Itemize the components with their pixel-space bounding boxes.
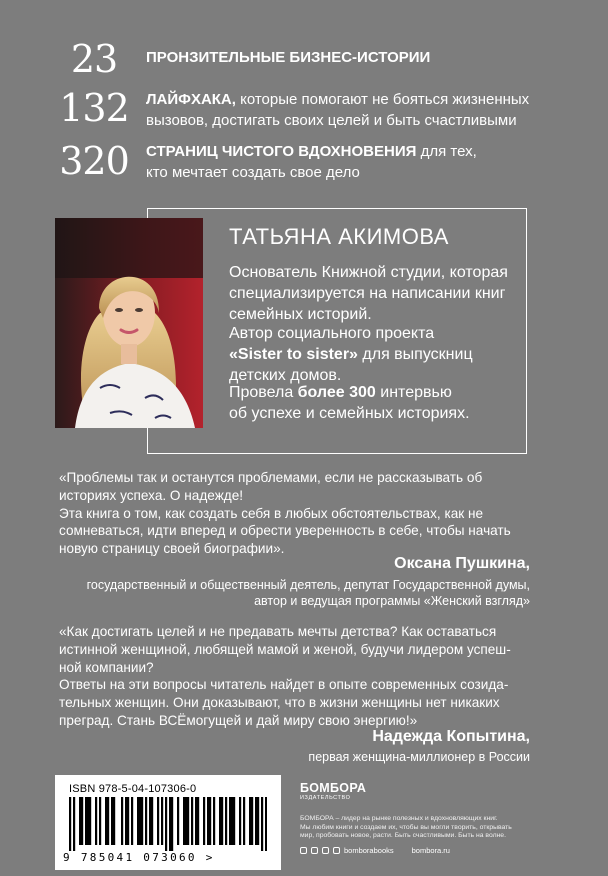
author-bio-2 xyxy=(229,323,473,386)
author-bio-1-line-1: Основатель Книжной студии, которая xyxy=(229,264,508,281)
publisher-description-line: мир, пробовать новое, расти. Быть счастливыми. Быть на волне. xyxy=(300,832,506,840)
barcode-bar xyxy=(105,797,107,845)
stat-text-2 xyxy=(146,89,529,131)
publisher-logo-sub: ИЗДАТЕЛЬСТВО xyxy=(300,795,351,801)
barcode-bar xyxy=(243,797,245,845)
publisher-logo-text: БОМБОРА xyxy=(300,781,367,795)
quote-2-author: Надежда Копытина, xyxy=(372,728,530,745)
quote-2-line: тельных женщин. Они доказывают, что в жизни женщины нет никаких xyxy=(59,695,500,711)
barcode-bar xyxy=(207,797,209,845)
isbn-number: ISBN 978-5-04-107306-0 xyxy=(69,783,197,795)
barcode-bar xyxy=(261,797,263,851)
barcode-bar xyxy=(127,797,129,845)
barcode-bar xyxy=(107,797,109,845)
quote-1-line: сомневаться, идти вперед и обрести уверенность в себе, чтобы начать xyxy=(59,523,511,539)
instagram-icon xyxy=(322,847,329,854)
publisher-site: bombora.ru xyxy=(411,846,450,855)
barcode-bar xyxy=(213,797,215,845)
quote-1-role xyxy=(87,577,530,609)
barcode-bar xyxy=(257,797,259,845)
author-bio-3-rest: интервью xyxy=(375,384,452,401)
stat-rest-2: которые помогают не бояться жизненных xyxy=(235,91,530,108)
publisher-logo xyxy=(300,782,366,801)
author-bio-1-line-3: семейных историй. xyxy=(229,306,372,323)
barcode-bar xyxy=(255,797,257,845)
barcode-bar xyxy=(113,797,115,845)
barcode-bar xyxy=(185,797,187,845)
barcode-bar xyxy=(89,797,91,845)
barcode-bar xyxy=(87,797,89,845)
author-bio-3-line-2: об успехе и семейных историях. xyxy=(229,405,470,422)
barcode-bar xyxy=(233,797,235,845)
barcode-bar xyxy=(203,797,205,845)
stat-bold-1: ПРОНЗИТЕЛЬНЫЕ БИЗНЕС-ИСТОРИИ xyxy=(146,49,431,66)
barcode-bar xyxy=(183,797,185,845)
barcode-bar xyxy=(79,797,81,845)
author-bio-1-line-2: специализируется на написании книг xyxy=(229,285,506,302)
publisher-handle: bomborabooks xyxy=(344,846,394,855)
barcode-bar xyxy=(225,797,227,845)
barcode-bar xyxy=(219,797,221,845)
barcode-bar xyxy=(73,797,75,851)
barcode-bar xyxy=(95,797,97,845)
barcode-bar xyxy=(251,797,253,845)
barcode-bar xyxy=(139,797,141,845)
barcode-bar xyxy=(195,797,197,845)
stat-bold-3: СТРАНИЦ ЧИСТОГО ВДОХНОВЕНИЯ xyxy=(146,143,417,160)
ean-digits: 9 785041 073060 > xyxy=(63,851,215,864)
barcode-bar xyxy=(137,797,139,845)
quote-2-line: преград. Стань ВСЁмогущей и дай миру свою энергию!» xyxy=(59,712,418,728)
quote-2-line: Ответы на эти вопросы читатель найдет в опыте современных созида- xyxy=(59,677,509,693)
barcode-bar xyxy=(187,797,189,845)
stat-text-3 xyxy=(146,141,477,183)
author-bio-2-line-1: Автор социального проекта xyxy=(229,325,435,342)
barcode-bar xyxy=(131,797,133,845)
barcode-bar xyxy=(141,797,143,845)
author-bio-3 xyxy=(229,382,470,424)
author-name: ТАТЬЯНА АКИМОВА xyxy=(229,224,449,249)
quote-2-line: истинной женщиной, любящей мамой и женой, будучи лидером успеш- xyxy=(59,641,511,657)
interview-count: более 300 xyxy=(297,384,376,401)
author-bio-2-rest: для выпускниц xyxy=(357,346,473,363)
barcode-bar xyxy=(121,797,123,845)
barcode-bar xyxy=(81,797,83,845)
barcode-bar xyxy=(197,797,199,845)
barcode-bar xyxy=(209,797,211,845)
quote-2-role xyxy=(308,749,530,765)
publisher-description-line: БОМБОРА – лидер на рынке полезных и вдохновляющих книг. xyxy=(300,815,498,822)
barcode-bar xyxy=(177,797,179,845)
barcode-bar xyxy=(125,797,127,845)
barcode-bar xyxy=(151,797,153,845)
barcode-bar xyxy=(111,797,113,845)
publisher-description xyxy=(300,815,512,841)
author-bio-2-line-3: детских домов. xyxy=(229,367,342,384)
quote-1-line: «Проблемы так и останутся проблемами, если не рассказывать об xyxy=(59,470,483,485)
quote-2 xyxy=(59,623,539,730)
barcode-bar xyxy=(221,797,223,845)
publisher-links xyxy=(300,846,450,855)
stat-bold-2: ЛАЙФХАКА, xyxy=(146,91,236,108)
barcode-bar xyxy=(99,797,101,845)
barcode-bar xyxy=(171,797,173,851)
author-photo-image xyxy=(55,218,203,428)
barcode-bar xyxy=(69,797,71,851)
barcode-bar xyxy=(249,797,251,845)
publisher-description-line: Мы любим книги и создаем их, чтобы вы могли творить, открывать xyxy=(300,823,512,831)
stat-rest-3: для тех, xyxy=(416,143,477,160)
quote-2-role-line: первая женщина-миллионер в России xyxy=(308,750,530,764)
quote-2-line: «Как достигать целей и не предавать мечты детства? Как оставаться xyxy=(59,624,497,639)
barcode-bar xyxy=(231,797,233,845)
barcode-bar xyxy=(169,797,171,851)
author-bio-3-pre: Провела xyxy=(229,384,298,401)
stat-text-1 xyxy=(146,47,430,68)
barcode-bar xyxy=(229,797,231,845)
barcode-bars xyxy=(69,797,267,851)
barcode-bar xyxy=(85,797,87,845)
stat-line2-2: вызовов, достигать своих целей и быть счастливыми xyxy=(146,112,517,129)
quote-1-line: Эта книга о том, как создать себя в любых обстоятельствах, как не xyxy=(59,505,484,521)
quote-1-line: новую страницу своей биографии». xyxy=(59,541,285,557)
quote-1-role-line: государственный и общественный деятель, депутат Государственной думы, xyxy=(86,578,530,592)
barcode-bar xyxy=(239,797,241,845)
barcode-bar xyxy=(265,797,267,851)
quote-1-line: историях успеха. О надежде! xyxy=(59,487,244,503)
stat-line2-3: кто мечтает создать свое дело xyxy=(146,164,360,181)
barcode-bar xyxy=(165,797,167,851)
barcode-bar xyxy=(149,797,151,845)
barcode-bar xyxy=(161,797,163,845)
stat-number-3: 320 xyxy=(59,139,129,183)
author-photo xyxy=(55,218,203,428)
quote-1-role-line: автор и ведущая программы «Женский взгляд» xyxy=(254,594,530,608)
barcode-bar xyxy=(157,797,159,845)
author-bio-1 xyxy=(229,262,508,325)
facebook-icon xyxy=(300,847,307,854)
quote-1-author: Оксана Пушкина, xyxy=(394,555,530,572)
quote-1 xyxy=(59,469,539,558)
project-name: «Sister to sister» xyxy=(229,346,358,363)
barcode-bar xyxy=(145,797,147,845)
stat-number-1: 23 xyxy=(70,37,118,81)
youtube-icon xyxy=(333,847,340,854)
vk-icon xyxy=(311,847,318,854)
quote-2-line: ной компании? xyxy=(59,659,154,675)
barcode-bar xyxy=(191,797,193,845)
stat-number-2: 132 xyxy=(59,86,129,130)
barcode-box xyxy=(55,775,281,870)
